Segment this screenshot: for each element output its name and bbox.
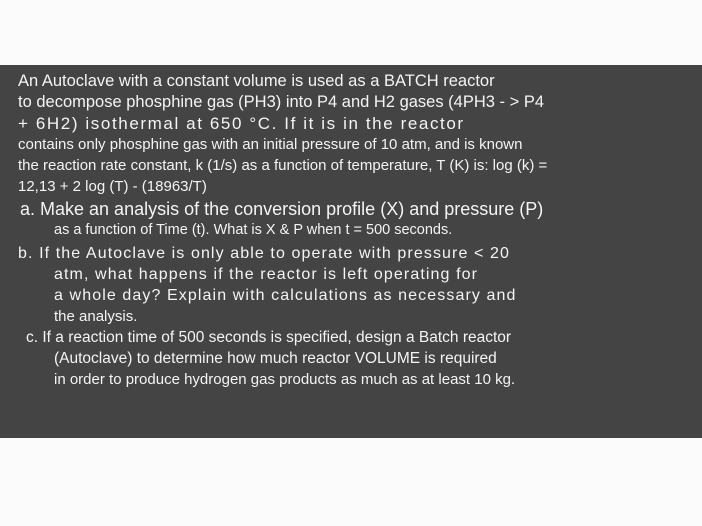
intro-line-3: + 6H2) isothermal at 650 °C. If it is in the reactor xyxy=(18,114,465,133)
intro-line-5: the reaction rate constant, k (1/s) as a function of temperature, T (K) is: log (k) = xyxy=(18,157,548,174)
intro-line-1: An Autoclave with a constant volume is used as a BATCH reactor xyxy=(18,72,495,90)
problem-text-panel xyxy=(0,65,702,438)
part-b-line-4: the analysis. xyxy=(54,308,138,325)
intro-line-6: 12,13 + 2 log (T) - (18963/T) xyxy=(18,178,207,195)
part-b-line-3: a whole day? Explain with calculations as necessary and xyxy=(54,287,517,304)
part-c-line-3: in order to produce hydrogen gas products as much as at least 10 kg. xyxy=(54,371,516,388)
part-c-line-1: c. If a reaction time of 500 seconds is specified, design a Batch reactor xyxy=(26,329,512,346)
part-b-line-2: atm, what happens if the reactor is left operating for xyxy=(54,266,479,283)
part-a-line-2: as a function of Time (t). What is X & P when t = 500 seconds. xyxy=(54,222,453,238)
part-b-line-1: b. If the Autoclave is only able to operate with pressure < 20 xyxy=(18,245,511,262)
part-a-line-1: a. Make an analysis of the conversion profile (X) and pressure (P) xyxy=(20,199,544,219)
intro-line-4: contains only phosphine gas with an initial pressure of 10 atm, and is known xyxy=(18,136,523,153)
part-c-line-2: (Autoclave) to determine how much reactor VOLUME is required xyxy=(54,350,497,367)
intro-line-2: to decompose phosphine gas (PH3) into P4 and H2 gases (4PH3 - > P4 xyxy=(18,93,545,111)
